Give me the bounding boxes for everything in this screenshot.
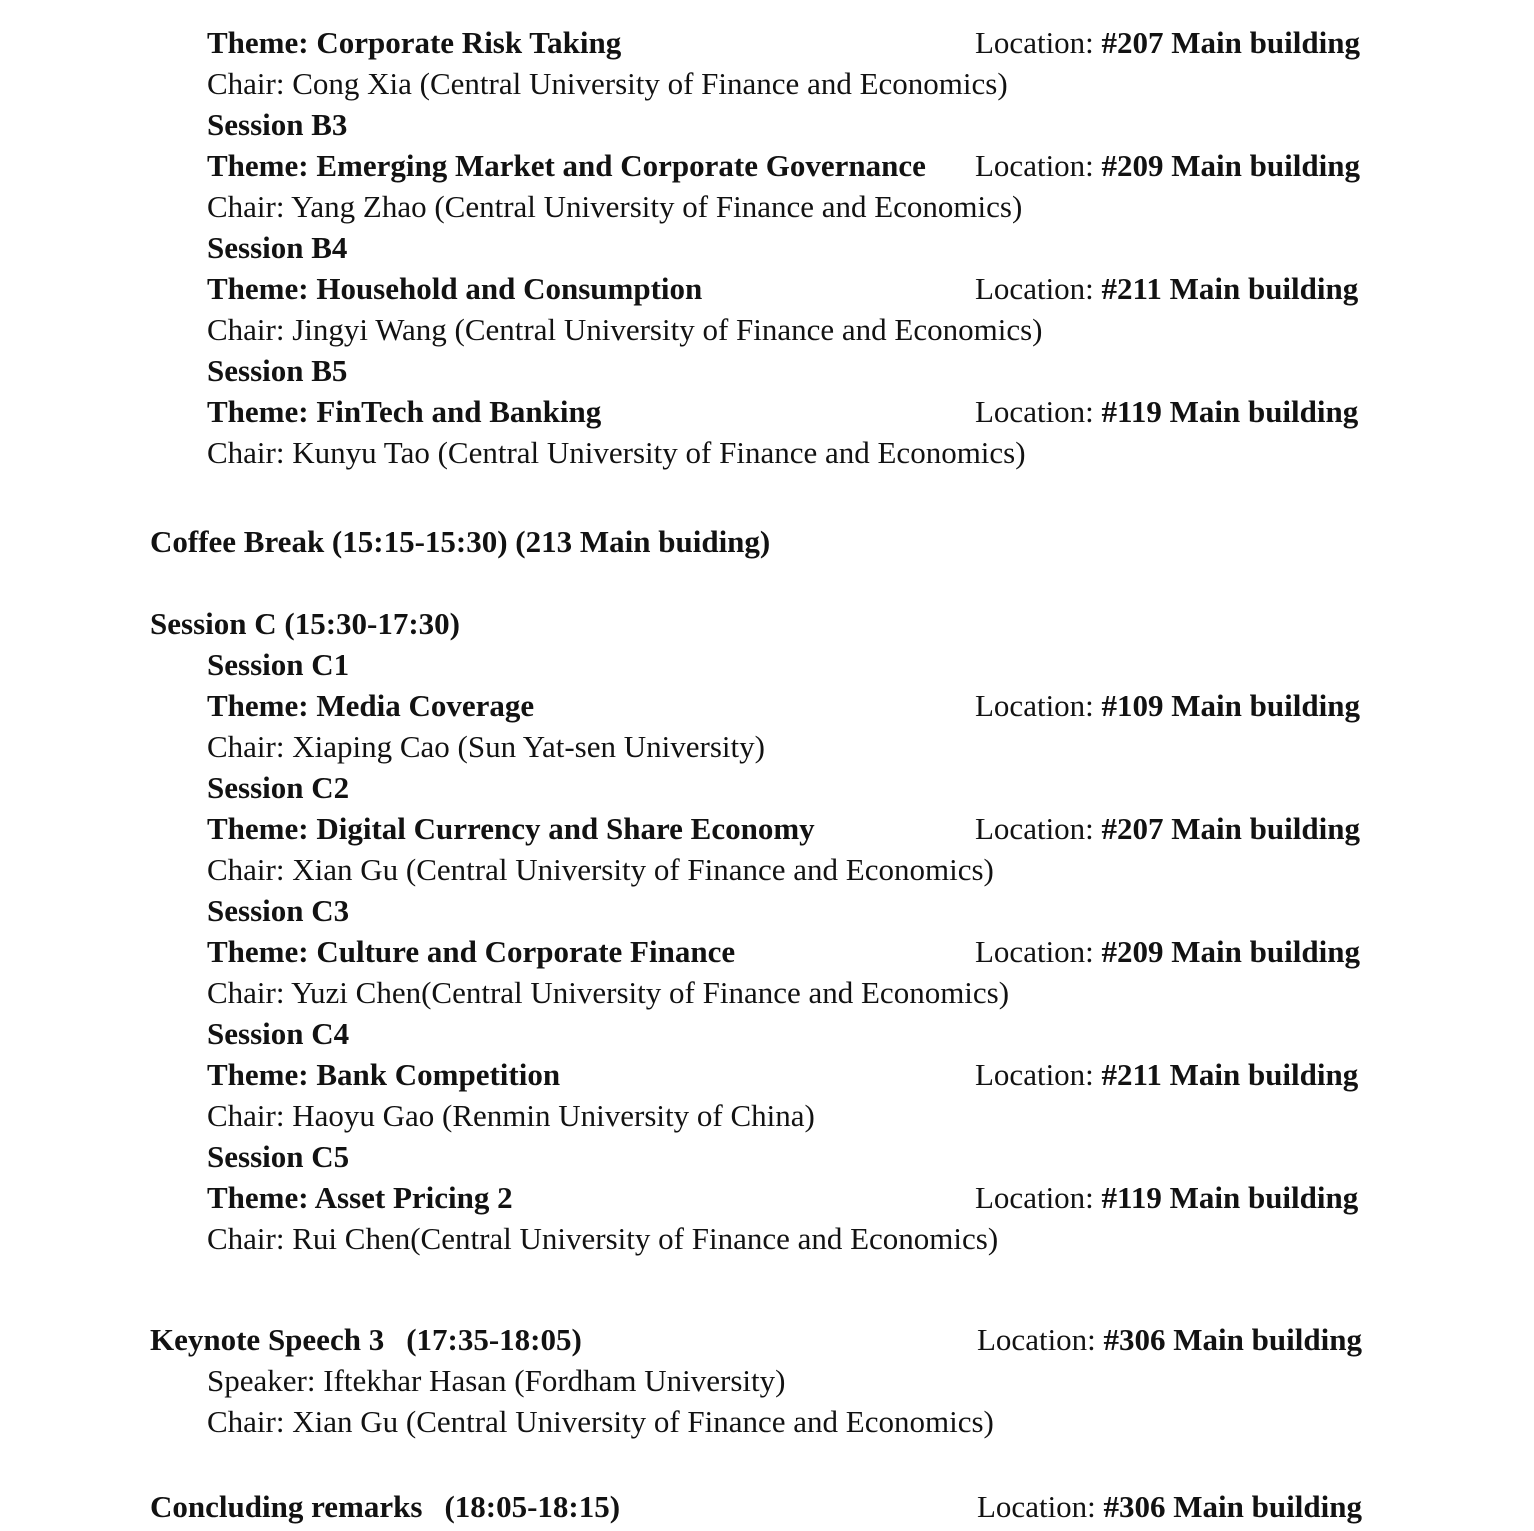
location-label: Location: (975, 811, 1102, 846)
location-label: Location: (975, 271, 1102, 306)
keynote-time: (17:35-18:05) (406, 1322, 582, 1357)
location (975, 22, 1360, 63)
location-value: #211 Main building (1101, 1057, 1359, 1092)
theme-row (207, 268, 1534, 309)
location-value: #109 Main building (1101, 688, 1360, 723)
location-value: #306 Main building (1103, 1322, 1362, 1357)
session-b-block (207, 22, 1534, 473)
location (975, 1054, 1358, 1095)
location-label: Location: (975, 688, 1102, 723)
theme-title: Theme: Culture and Corporate Finance (207, 934, 736, 969)
location (975, 268, 1358, 309)
theme-title: Theme: Emerging Market and Corporate Governance (207, 148, 926, 183)
session-label: Session C1 (207, 647, 350, 682)
location-label: Location: (975, 394, 1102, 429)
theme-row (207, 145, 1534, 186)
concluding-block (150, 1486, 1534, 1527)
location-value: #207 Main building (1101, 811, 1360, 846)
chair-line: Chair: Xiaping Cao (Sun Yat-sen University) (207, 729, 765, 764)
theme-title: Theme: Media Coverage (207, 688, 535, 723)
location (975, 145, 1360, 186)
theme-row (207, 685, 1534, 726)
session-label: Session B4 (207, 230, 348, 265)
theme-title: Theme: Asset Pricing 2 (207, 1180, 513, 1215)
location-label: Location: (975, 934, 1102, 969)
chair-line: Chair: Xian Gu (Central University of Finance and Economics) (207, 1404, 994, 1439)
location-value: #306 Main building (1103, 1489, 1362, 1524)
theme-title: Theme: FinTech and Banking (207, 394, 602, 429)
theme-row (207, 1177, 1534, 1218)
session-label: Session C3 (207, 893, 350, 928)
theme-title: Theme: Corporate Risk Taking (207, 25, 622, 60)
theme-row (207, 1054, 1534, 1095)
location (975, 685, 1360, 726)
chair-line: Chair: Haoyu Gao (Renmin University of China) (207, 1098, 815, 1133)
location (977, 1486, 1362, 1527)
theme-title: Theme: Bank Competition (207, 1057, 561, 1092)
theme-row (207, 391, 1534, 432)
theme-row (207, 808, 1534, 849)
speaker-line: Speaker: Iftekhar Hasan (Fordham University) (207, 1363, 786, 1398)
theme-title: Theme: Household and Consumption (207, 271, 703, 306)
location-label: Location: (975, 1057, 1102, 1092)
location (975, 931, 1360, 972)
location-value: #119 Main building (1101, 1180, 1359, 1215)
chair-line: Chair: Kunyu Tao (Central University of Finance and Economics) (207, 435, 1026, 470)
keynote-title: Keynote Speech 3 (150, 1322, 385, 1357)
location-value: #209 Main building (1101, 148, 1360, 183)
location-value: #119 Main building (1101, 394, 1359, 429)
session-label: Session B3 (207, 107, 348, 142)
concluding-heading (150, 1489, 620, 1524)
concluding-time: (18:05-18:15) (444, 1489, 621, 1524)
concluding-title: Concluding remarks (150, 1489, 423, 1524)
theme-row (207, 22, 1534, 63)
theme-row (207, 931, 1534, 972)
location-label: Location: (977, 1322, 1104, 1357)
chair-line: Chair: Xian Gu (Central University of Finance and Economics) (207, 852, 994, 887)
keynote-heading (150, 1322, 582, 1357)
location-value: #209 Main building (1101, 934, 1360, 969)
chair-line: Chair: Rui Chen(Central University of Finance and Economics) (207, 1221, 999, 1256)
chair-line: Chair: Yang Zhao (Central University of Finance and Economics) (207, 189, 1023, 224)
session-label: Session C2 (207, 770, 350, 805)
location-value: #207 Main building (1101, 25, 1360, 60)
session-c-heading: Session C (15:30-17:30) (150, 606, 460, 641)
chair-line: Chair: Jingyi Wang (Central University of Finance and Economics) (207, 312, 1043, 347)
location-label: Location: (975, 25, 1102, 60)
keynote-block (150, 1319, 1534, 1442)
location (975, 1177, 1358, 1218)
session-label: Session B5 (207, 353, 348, 388)
chair-line: Chair: Yuzi Chen(Central University of Finance and Economics) (207, 975, 1010, 1010)
location (977, 1319, 1362, 1360)
concluding-heading-row (150, 1486, 1534, 1527)
location-label: Location: (975, 1180, 1102, 1215)
location-value: #211 Main building (1101, 271, 1359, 306)
location (975, 391, 1358, 432)
keynote-heading-row (150, 1319, 1534, 1360)
coffee-break-heading: Coffee Break (15:15-15:30) (213 Main buiding) (150, 524, 771, 559)
session-label: Session C5 (207, 1139, 350, 1174)
session-c-block (207, 644, 1534, 1259)
location-label: Location: (975, 148, 1102, 183)
session-label: Session C4 (207, 1016, 350, 1051)
location (975, 808, 1360, 849)
chair-line: Chair: Cong Xia (Central University of Finance and Economics) (207, 66, 1008, 101)
theme-title: Theme: Digital Currency and Share Economy (207, 811, 815, 846)
location-label: Location: (977, 1489, 1104, 1524)
